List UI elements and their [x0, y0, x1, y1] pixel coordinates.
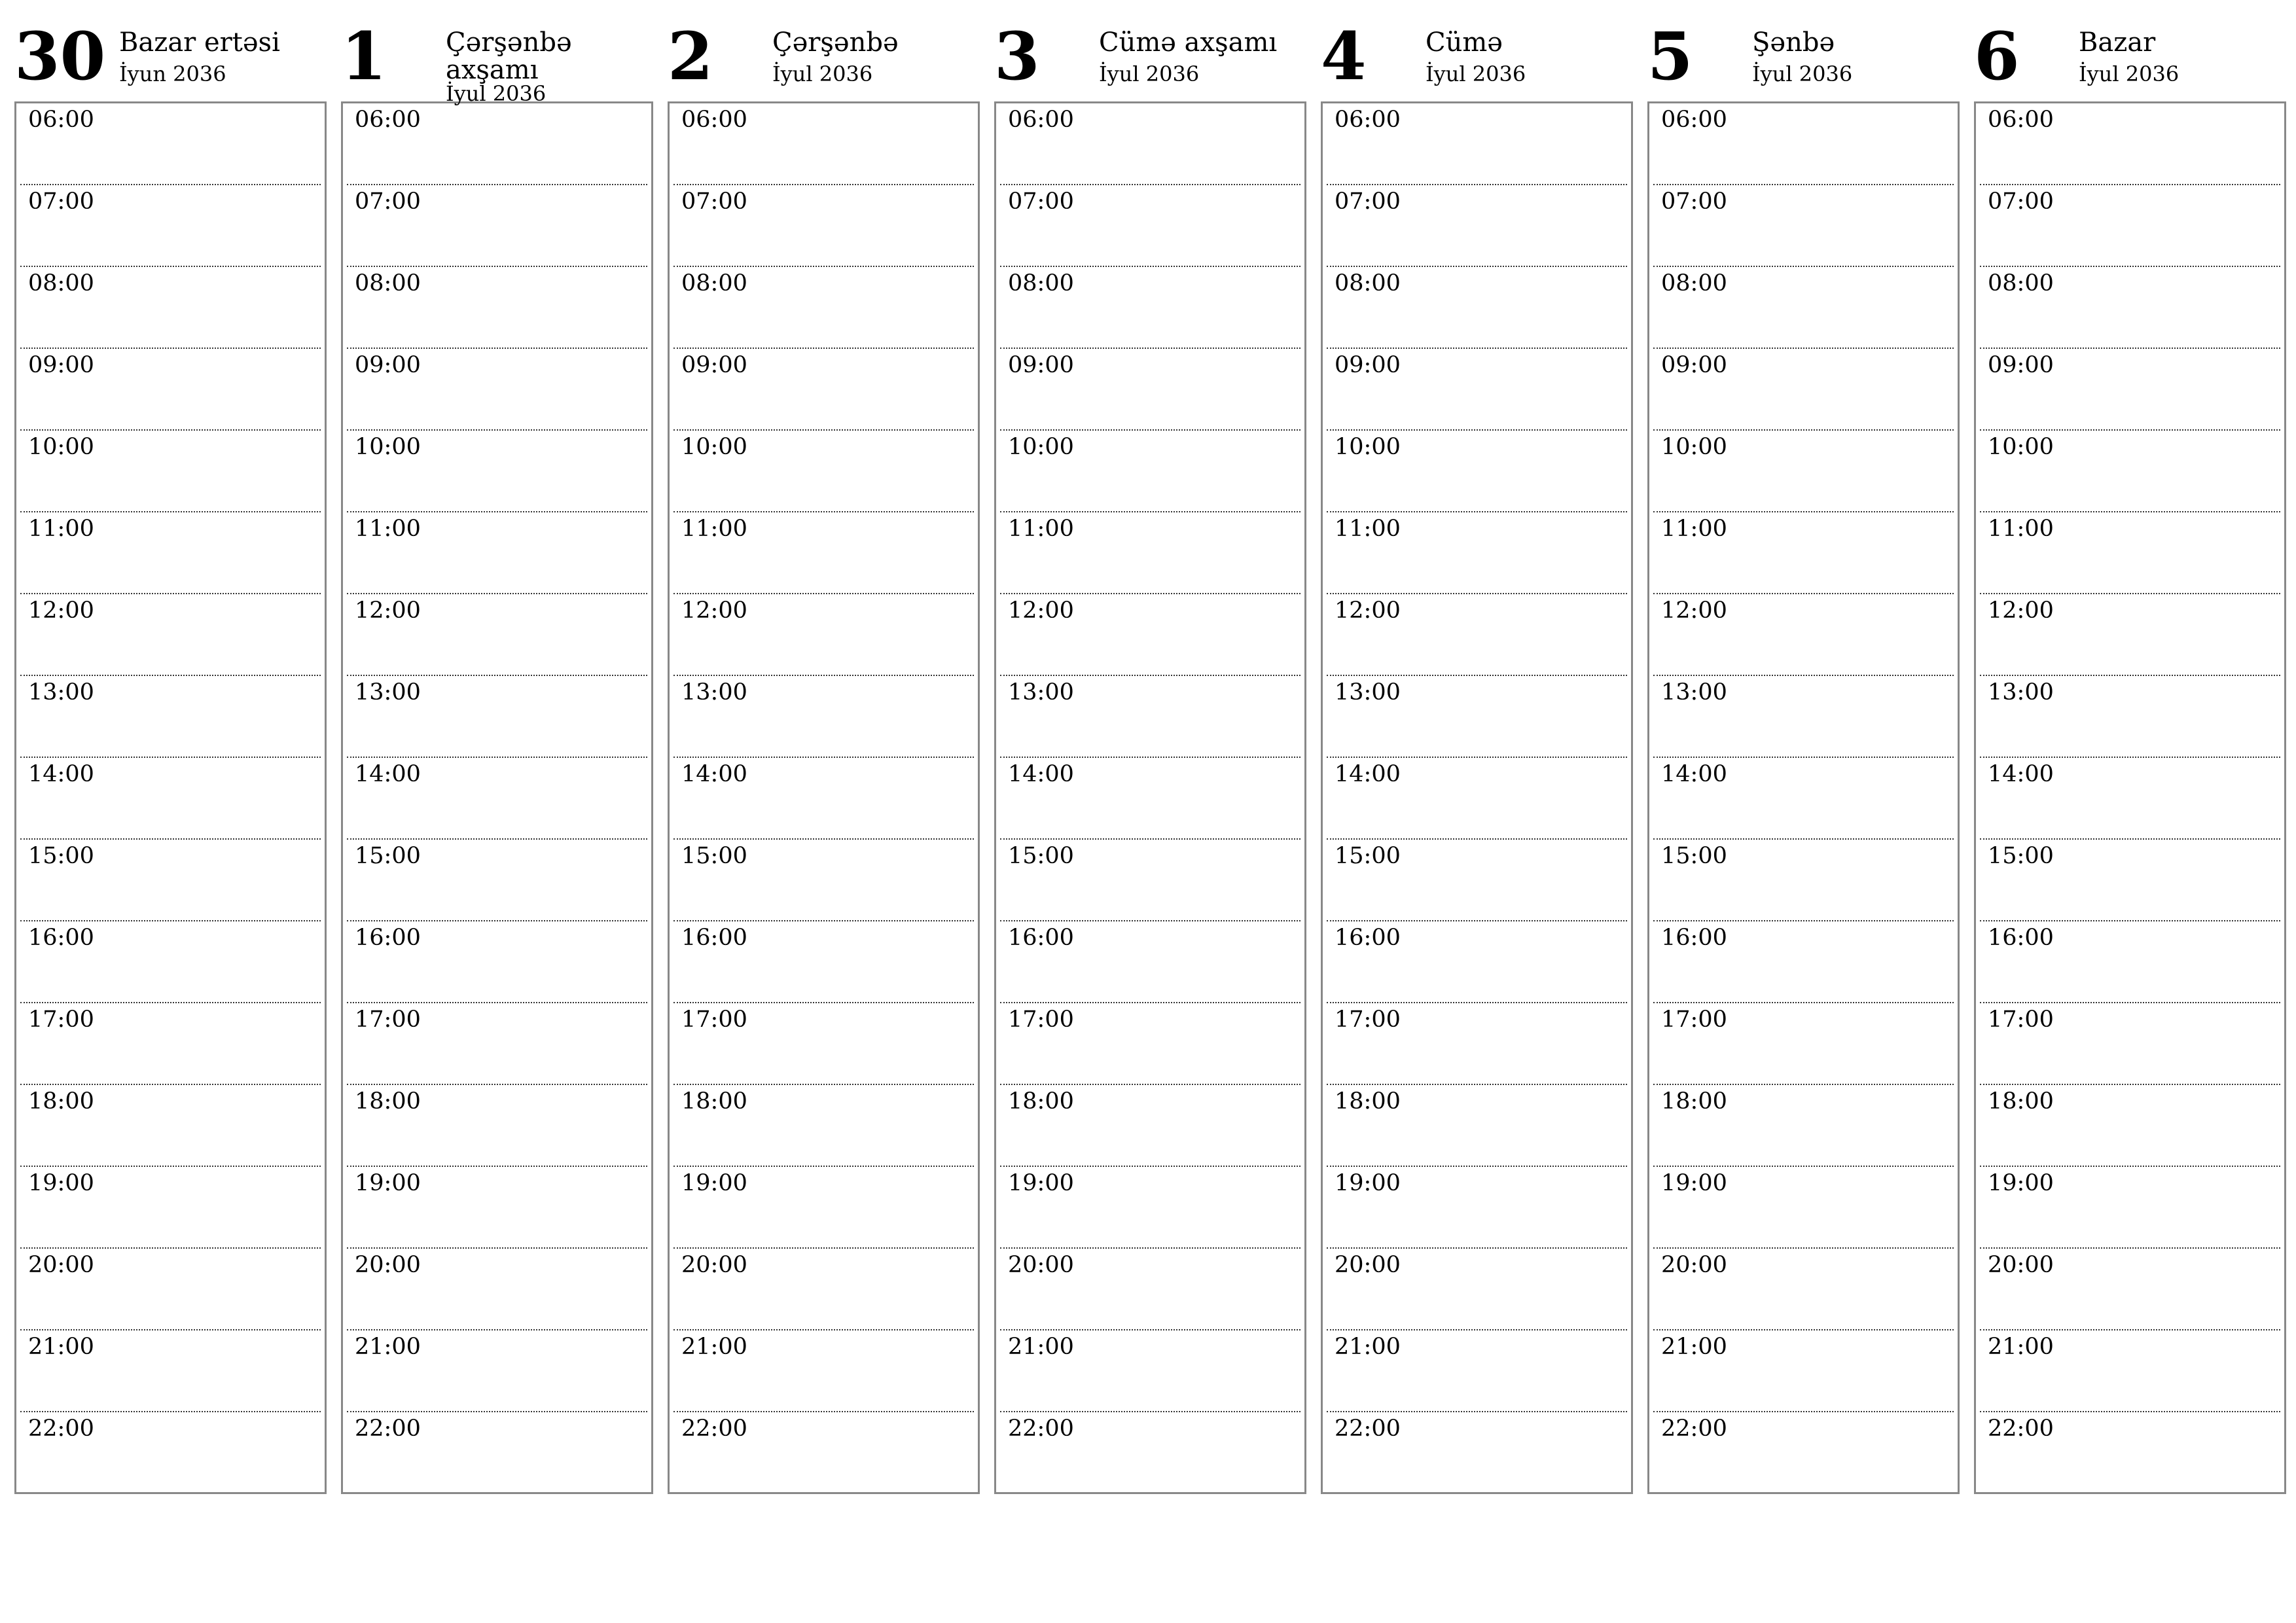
month-year: İyul 2036: [446, 81, 547, 106]
hour-label: 12:00: [1661, 597, 1727, 624]
hour-label: 10:00: [1335, 434, 1401, 460]
day-column: [1974, 13, 2286, 1499]
hour-slot[interactable]: [1653, 185, 1954, 267]
hour-label: 18:00: [1661, 1088, 1727, 1115]
month-year: İyul 2036: [772, 62, 873, 86]
hour-slot[interactable]: [1327, 1330, 1627, 1412]
hour-slot[interactable]: [20, 1330, 321, 1412]
day-column: [994, 13, 1306, 1499]
hour-label: 20:00: [681, 1252, 747, 1278]
hour-slot[interactable]: [20, 594, 321, 676]
hour-label: 17:00: [1661, 1007, 1727, 1033]
hour-label: 06:00: [681, 107, 747, 133]
hour-label: 16:00: [1988, 925, 2054, 951]
hour-slot[interactable]: [347, 1249, 647, 1330]
hour-slot[interactable]: [1000, 431, 1300, 512]
hour-label: 08:00: [1661, 270, 1727, 296]
day-schedule-box: [994, 101, 1306, 1494]
hour-slot[interactable]: [20, 1412, 321, 1494]
hour-label: 22:00: [681, 1416, 747, 1442]
hour-slot[interactable]: [1327, 185, 1627, 267]
weekday-name: Bazar: [2079, 27, 2156, 58]
hour-slot[interactable]: [1327, 431, 1627, 512]
hour-label: 15:00: [1988, 843, 2054, 869]
hour-label: 08:00: [1008, 270, 1074, 296]
hour-slot[interactable]: [673, 185, 974, 267]
hour-label: 14:00: [1335, 761, 1401, 787]
hour-slot[interactable]: [20, 431, 321, 512]
hour-label: 13:00: [1988, 679, 2054, 705]
hour-label: 13:00: [681, 679, 747, 705]
hour-slot[interactable]: [1000, 1003, 1300, 1085]
hour-label: 06:00: [1988, 107, 2054, 133]
hour-label: 12:00: [1008, 597, 1074, 624]
hour-label: 16:00: [1008, 925, 1074, 951]
hour-label: 11:00: [1008, 516, 1074, 542]
hour-slot[interactable]: [1653, 921, 1954, 1003]
hour-slot[interactable]: [673, 1003, 974, 1085]
hour-label: 07:00: [681, 188, 747, 215]
hour-label: 09:00: [681, 352, 747, 378]
hour-label: 20:00: [1335, 1252, 1401, 1278]
hour-slot[interactable]: [673, 840, 974, 921]
hour-slot[interactable]: [1980, 349, 2280, 431]
hour-label: 16:00: [1661, 925, 1727, 951]
day-info: [1746, 29, 1852, 86]
hour-slot[interactable]: [1653, 676, 1954, 758]
hour-label: 18:00: [681, 1088, 747, 1115]
hour-slot[interactable]: [1327, 267, 1627, 349]
weekday-name: Bazar ertəsi: [119, 27, 280, 58]
hour-label: 14:00: [1008, 761, 1074, 787]
hour-label: 21:00: [681, 1334, 747, 1360]
hour-slot[interactable]: [347, 1330, 647, 1412]
day-info: [113, 29, 280, 86]
hour-slot[interactable]: [1327, 1003, 1627, 1085]
hour-label: 09:00: [355, 352, 421, 378]
hour-slot[interactable]: [1653, 349, 1954, 431]
hour-label: 15:00: [1335, 843, 1401, 869]
hour-label: 10:00: [355, 434, 421, 460]
hour-slot[interactable]: [1000, 103, 1300, 185]
hour-label: 15:00: [1008, 843, 1074, 869]
hour-label: 15:00: [1661, 843, 1727, 869]
hour-slot[interactable]: [1327, 349, 1627, 431]
month-year: İyul 2036: [2079, 62, 2179, 86]
hour-label: 18:00: [355, 1088, 421, 1115]
hour-slot[interactable]: [1653, 431, 1954, 512]
hour-label: 11:00: [1335, 516, 1401, 542]
day-header: [668, 13, 980, 101]
hour-label: 08:00: [1988, 270, 2054, 296]
hour-label: 17:00: [1008, 1007, 1074, 1033]
hour-slot[interactable]: [347, 1085, 647, 1167]
hour-slot[interactable]: [20, 1167, 321, 1249]
day-schedule-box: [1321, 101, 1633, 1494]
hour-slot[interactable]: [1327, 1412, 1627, 1494]
hour-slot[interactable]: [1000, 594, 1300, 676]
hour-label: 12:00: [28, 597, 94, 624]
day-number: 30: [14, 18, 106, 95]
hour-label: 11:00: [355, 516, 421, 542]
hour-label: 07:00: [1661, 188, 1727, 215]
hour-slot[interactable]: [1327, 1085, 1627, 1167]
hour-slot[interactable]: [1653, 103, 1954, 185]
hour-label: 08:00: [355, 270, 421, 296]
hour-slot[interactable]: [1327, 758, 1627, 840]
hour-slot[interactable]: [347, 676, 647, 758]
hour-label: 09:00: [1661, 352, 1727, 378]
hour-label: 09:00: [1988, 352, 2054, 378]
hour-label: 15:00: [681, 843, 747, 869]
hour-slot[interactable]: [1000, 1249, 1300, 1330]
hour-label: 15:00: [28, 843, 94, 869]
day-number: 1: [341, 18, 387, 95]
hour-slot[interactable]: [1980, 431, 2280, 512]
hour-slot[interactable]: [347, 185, 647, 267]
weekday-name: Şənbə: [1752, 27, 1835, 58]
hour-slot[interactable]: [1653, 1167, 1954, 1249]
hour-label: 17:00: [1335, 1007, 1401, 1033]
hour-label: 06:00: [1335, 107, 1401, 133]
hour-slot[interactable]: [1653, 1249, 1954, 1330]
hour-slot[interactable]: [20, 1003, 321, 1085]
hour-slot[interactable]: [1000, 921, 1300, 1003]
hour-label: 07:00: [28, 188, 94, 215]
hour-slot[interactable]: [673, 921, 974, 1003]
hour-slot[interactable]: [1980, 676, 2280, 758]
hour-label: 19:00: [355, 1170, 421, 1196]
day-number: 6: [1974, 18, 2020, 95]
hour-slot[interactable]: [1980, 594, 2280, 676]
hour-slot[interactable]: [1000, 512, 1300, 594]
day-number: 5: [1647, 18, 1693, 95]
hour-slot[interactable]: [673, 103, 974, 185]
day-column: [668, 13, 980, 1499]
hour-slot[interactable]: [673, 1412, 974, 1494]
hour-label: 12:00: [1335, 597, 1401, 624]
hour-label: 19:00: [1008, 1170, 1074, 1196]
hour-slot[interactable]: [1653, 1085, 1954, 1167]
hour-label: 18:00: [28, 1088, 94, 1115]
hour-label: 12:00: [355, 597, 421, 624]
hour-label: 20:00: [1661, 1252, 1727, 1278]
hour-slot[interactable]: [1980, 758, 2280, 840]
hour-slot[interactable]: [673, 676, 974, 758]
day-header: [341, 13, 653, 106]
hour-slot[interactable]: [347, 594, 647, 676]
hour-label: 13:00: [355, 679, 421, 705]
hour-slot[interactable]: [20, 840, 321, 921]
hour-label: 20:00: [28, 1252, 94, 1278]
hour-slot[interactable]: [1653, 594, 1954, 676]
hour-label: 19:00: [681, 1170, 747, 1196]
hour-label: 20:00: [1008, 1252, 1074, 1278]
hour-slot[interactable]: [1980, 267, 2280, 349]
day-column: [1321, 13, 1633, 1499]
hour-slot[interactable]: [20, 1249, 321, 1330]
hour-label: 21:00: [355, 1334, 421, 1360]
hour-label: 19:00: [1335, 1170, 1401, 1196]
hour-slot[interactable]: [347, 103, 647, 185]
hour-slot[interactable]: [1000, 840, 1300, 921]
hour-slot[interactable]: [1000, 1085, 1300, 1167]
day-schedule-box: [668, 101, 980, 1494]
hour-slot[interactable]: [1980, 512, 2280, 594]
hour-slot[interactable]: [1980, 921, 2280, 1003]
day-column: [1647, 13, 1960, 1499]
hour-slot[interactable]: [1980, 103, 2280, 185]
hour-label: 09:00: [28, 352, 94, 378]
hour-slot[interactable]: [1327, 1249, 1627, 1330]
hour-slot[interactable]: [1327, 840, 1627, 921]
hour-label: 11:00: [681, 516, 747, 542]
day-column: [341, 13, 653, 1499]
hour-label: 14:00: [28, 761, 94, 787]
hour-slot[interactable]: [1000, 267, 1300, 349]
hour-label: 07:00: [355, 188, 421, 215]
hour-label: 07:00: [1008, 188, 1074, 215]
hour-slot[interactable]: [673, 267, 974, 349]
hour-slot[interactable]: [347, 921, 647, 1003]
weekday-name: Cümə axşamı: [1099, 27, 1278, 58]
hour-slot[interactable]: [673, 1167, 974, 1249]
hour-label: 12:00: [681, 597, 747, 624]
hour-label: 07:00: [1335, 188, 1401, 215]
hour-label: 08:00: [681, 270, 747, 296]
hour-slot[interactable]: [1327, 594, 1627, 676]
hour-label: 13:00: [1008, 679, 1074, 705]
hour-slot[interactable]: [673, 512, 974, 594]
hour-label: 12:00: [1988, 597, 2054, 624]
weekday-name: Çərşənbə: [772, 27, 899, 58]
hour-slot[interactable]: [347, 1412, 647, 1494]
day-number: 2: [668, 18, 713, 95]
hour-label: 19:00: [28, 1170, 94, 1196]
day-number: 4: [1321, 18, 1367, 95]
hour-label: 06:00: [355, 107, 421, 133]
hour-slot[interactable]: [1000, 1412, 1300, 1494]
day-header: [994, 13, 1306, 101]
hour-slot[interactable]: [1000, 758, 1300, 840]
hour-slot[interactable]: [1980, 1330, 2280, 1412]
hour-label: 21:00: [28, 1334, 94, 1360]
hour-label: 07:00: [1988, 188, 2054, 215]
hour-label: 22:00: [355, 1416, 421, 1442]
month-year: İyul 2036: [1099, 62, 1200, 86]
hour-label: 21:00: [1335, 1334, 1401, 1360]
day-schedule-box: [1647, 101, 1960, 1494]
hour-label: 22:00: [1661, 1416, 1727, 1442]
hour-slot[interactable]: [20, 921, 321, 1003]
hour-slot[interactable]: [347, 758, 647, 840]
hour-slot[interactable]: [1653, 1412, 1954, 1494]
hour-label: 18:00: [1988, 1088, 2054, 1115]
hour-label: 14:00: [1988, 761, 2054, 787]
hour-label: 13:00: [28, 679, 94, 705]
day-info: [2072, 29, 2179, 86]
hour-label: 09:00: [1008, 352, 1074, 378]
hour-label: 08:00: [28, 270, 94, 296]
day-header: [14, 13, 327, 101]
hour-label: 14:00: [1661, 761, 1727, 787]
hour-label: 15:00: [355, 843, 421, 869]
hour-slot[interactable]: [20, 512, 321, 594]
hour-slot[interactable]: [347, 1003, 647, 1085]
hour-slot[interactable]: [1000, 349, 1300, 431]
hour-slot[interactable]: [20, 185, 321, 267]
hour-slot[interactable]: [1980, 1412, 2280, 1494]
hour-slot[interactable]: [673, 1085, 974, 1167]
hour-slot[interactable]: [1653, 512, 1954, 594]
weekday-name: Cümə: [1426, 27, 1503, 58]
hour-slot[interactable]: [1000, 185, 1300, 267]
hour-slot[interactable]: [1980, 185, 2280, 267]
month-year: İyul 2036: [1426, 62, 1526, 86]
hour-label: 06:00: [1008, 107, 1074, 133]
hour-label: 10:00: [1008, 434, 1074, 460]
hour-label: 10:00: [28, 434, 94, 460]
hour-label: 21:00: [1008, 1334, 1074, 1360]
hour-label: 22:00: [1008, 1416, 1074, 1442]
hour-label: 14:00: [681, 761, 747, 787]
weekly-planner: [14, 13, 2284, 1499]
hour-label: 22:00: [1335, 1416, 1401, 1442]
hour-label: 13:00: [1335, 679, 1401, 705]
hour-label: 16:00: [681, 925, 747, 951]
day-schedule-box: [1974, 101, 2286, 1494]
day-schedule-box: [341, 101, 653, 1494]
hour-slot[interactable]: [20, 676, 321, 758]
hour-slot[interactable]: [20, 758, 321, 840]
hour-slot[interactable]: [1653, 267, 1954, 349]
hour-slot[interactable]: [1980, 1249, 2280, 1330]
hour-slot[interactable]: [1980, 1003, 2280, 1085]
day-info: [1092, 29, 1277, 86]
hour-slot[interactable]: [673, 1330, 974, 1412]
hour-slot[interactable]: [347, 431, 647, 512]
day-info: [766, 29, 899, 86]
hour-slot[interactable]: [1653, 840, 1954, 921]
day-header: [1974, 13, 2286, 101]
hour-label: 16:00: [1335, 925, 1401, 951]
hour-slot[interactable]: [1980, 1085, 2280, 1167]
hour-slot[interactable]: [1000, 676, 1300, 758]
hour-label: 17:00: [355, 1007, 421, 1033]
hour-label: 21:00: [1661, 1334, 1727, 1360]
hour-slot[interactable]: [20, 103, 321, 185]
day-header: [1321, 13, 1633, 101]
hour-slot[interactable]: [20, 1085, 321, 1167]
hour-slot[interactable]: [673, 1249, 974, 1330]
hour-slot[interactable]: [20, 349, 321, 431]
hour-label: 08:00: [1335, 270, 1401, 296]
hour-slot[interactable]: [1000, 1330, 1300, 1412]
hour-slot[interactable]: [347, 267, 647, 349]
hour-label: 17:00: [681, 1007, 747, 1033]
hour-label: 10:00: [681, 434, 747, 460]
hour-slot[interactable]: [1000, 1167, 1300, 1249]
month-year: İyul 2036: [1752, 62, 1853, 86]
day-info: [1419, 29, 1526, 86]
hour-label: 19:00: [1661, 1170, 1727, 1196]
hour-slot[interactable]: [1980, 840, 2280, 921]
hour-label: 19:00: [1988, 1170, 2054, 1196]
hour-label: 21:00: [1988, 1334, 2054, 1360]
hour-slot[interactable]: [1980, 1167, 2280, 1249]
hour-label: 17:00: [28, 1007, 94, 1033]
hour-label: 14:00: [355, 761, 421, 787]
hour-label: 16:00: [28, 925, 94, 951]
hour-slot[interactable]: [20, 267, 321, 349]
hour-label: 09:00: [1335, 352, 1401, 378]
hour-slot[interactable]: [1327, 676, 1627, 758]
hour-slot[interactable]: [1327, 1167, 1627, 1249]
hour-slot[interactable]: [1327, 921, 1627, 1003]
hour-label: 20:00: [1988, 1252, 2054, 1278]
hour-slot[interactable]: [347, 1167, 647, 1249]
hour-label: 11:00: [28, 516, 94, 542]
hour-label: 16:00: [355, 925, 421, 951]
hour-slot[interactable]: [347, 349, 647, 431]
hour-label: 22:00: [1988, 1416, 2054, 1442]
hour-slot[interactable]: [1653, 1003, 1954, 1085]
hour-slot[interactable]: [673, 594, 974, 676]
hour-slot[interactable]: [673, 431, 974, 512]
hour-label: 10:00: [1988, 434, 2054, 460]
hour-label: 22:00: [28, 1416, 94, 1442]
hour-label: 10:00: [1661, 434, 1727, 460]
day-schedule-box: [14, 101, 327, 1494]
hour-label: 18:00: [1008, 1088, 1074, 1115]
hour-label: 11:00: [1988, 516, 2054, 542]
day-info: [439, 29, 653, 106]
hour-label: 06:00: [28, 107, 94, 133]
day-header: [1647, 13, 1960, 101]
hour-label: 20:00: [355, 1252, 421, 1278]
hour-slot[interactable]: [1653, 758, 1954, 840]
day-column: [14, 13, 327, 1499]
hour-label: 11:00: [1661, 516, 1727, 542]
hour-label: 06:00: [1661, 107, 1727, 133]
hour-slot[interactable]: [673, 349, 974, 431]
month-year: İyun 2036: [119, 62, 226, 86]
hour-label: 18:00: [1335, 1088, 1401, 1115]
weekday-name: Çərşənbə axşamı: [446, 27, 572, 85]
hour-slot[interactable]: [347, 840, 647, 921]
hour-slot[interactable]: [673, 758, 974, 840]
hour-label: 17:00: [1988, 1007, 2054, 1033]
day-number: 3: [994, 18, 1040, 95]
hour-slot[interactable]: [1327, 512, 1627, 594]
hour-slot[interactable]: [1327, 103, 1627, 185]
hour-label: 13:00: [1661, 679, 1727, 705]
hour-slot[interactable]: [347, 512, 647, 594]
hour-slot[interactable]: [1653, 1330, 1954, 1412]
